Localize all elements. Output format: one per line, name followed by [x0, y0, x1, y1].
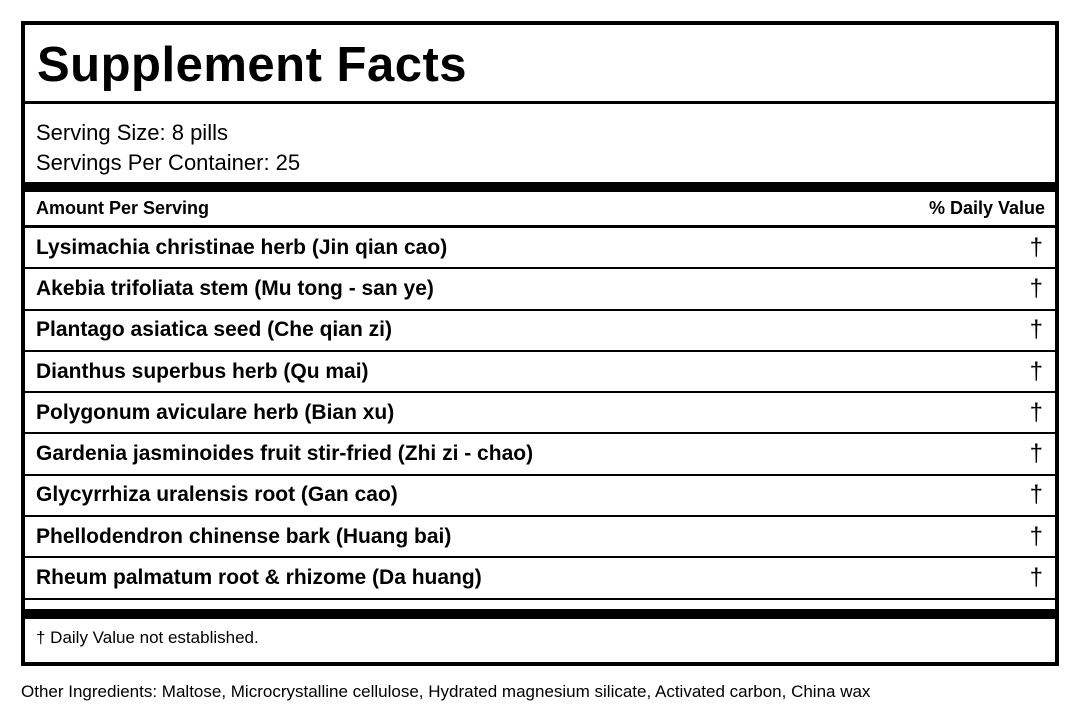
- ingredient-row: [25, 311, 1055, 352]
- serving-info: [25, 104, 1055, 182]
- daily-value-mark: †: [1029, 440, 1043, 468]
- ingredient-name: Akebia trifoliata stem (Mu tong - san ye): [36, 276, 434, 300]
- column-header-row: [25, 192, 1055, 228]
- ingredient-name: Polygonum aviculare herb (Bian xu): [36, 400, 395, 424]
- spacer-row: [25, 600, 1055, 609]
- ingredient-row: [25, 393, 1055, 434]
- ingredient-name: Phellodendron chinense bark (Huang bai): [36, 524, 452, 548]
- ingredient-row: [25, 558, 1055, 599]
- ingredient-name: Glycyrrhiza uralensis root (Gan cao): [36, 483, 398, 507]
- daily-value-mark: †: [1029, 274, 1043, 302]
- ingredient-name: Plantago asiatica seed (Che qian zi): [36, 318, 392, 342]
- amount-per-serving-header: Amount Per Serving: [36, 198, 210, 218]
- servings-per-container: Servings Per Container: 25: [36, 150, 301, 175]
- ingredient-row: [25, 228, 1055, 269]
- panel-title: Supplement Facts: [37, 37, 468, 92]
- ingredient-row: [25, 269, 1055, 310]
- ingredient-row: [25, 352, 1055, 393]
- other-ingredients: Other Ingredients: Maltose, Microcrystalline cellulose, Hydrated magnesium silicate, Activated carbon, China wax: [21, 682, 871, 701]
- footnote: † Daily Value not established.: [25, 609, 1055, 648]
- thick-divider: [25, 182, 1055, 192]
- ingredient-name: Gardenia jasminoides fruit stir-fried (Zhi zi - chao): [36, 442, 534, 466]
- daily-value-mark: †: [1029, 522, 1043, 550]
- ingredient-name: Lysimachia christinae herb (Jin qian cao): [36, 235, 448, 259]
- ingredient-row: [25, 517, 1055, 558]
- supplement-facts-panel: [21, 21, 1059, 666]
- ingredient-name: Rheum palmatum root & rhizome (Da huang): [36, 566, 482, 590]
- ingredient-name: Dianthus superbus herb (Qu mai): [36, 359, 369, 383]
- daily-value-mark: †: [1029, 481, 1043, 509]
- ingredient-row: [25, 434, 1055, 475]
- daily-value-mark: †: [1029, 316, 1043, 344]
- daily-value-mark: †: [1029, 357, 1043, 385]
- daily-value-header: % Daily Value: [928, 198, 1045, 218]
- daily-value-mark: †: [1029, 233, 1043, 261]
- daily-value-mark: †: [1029, 564, 1043, 592]
- ingredient-list: [25, 228, 1055, 600]
- serving-size: Serving Size: 8 pills: [36, 120, 228, 145]
- title-bar: [25, 25, 1055, 104]
- ingredient-row: [25, 476, 1055, 517]
- daily-value-mark: †: [1029, 398, 1043, 426]
